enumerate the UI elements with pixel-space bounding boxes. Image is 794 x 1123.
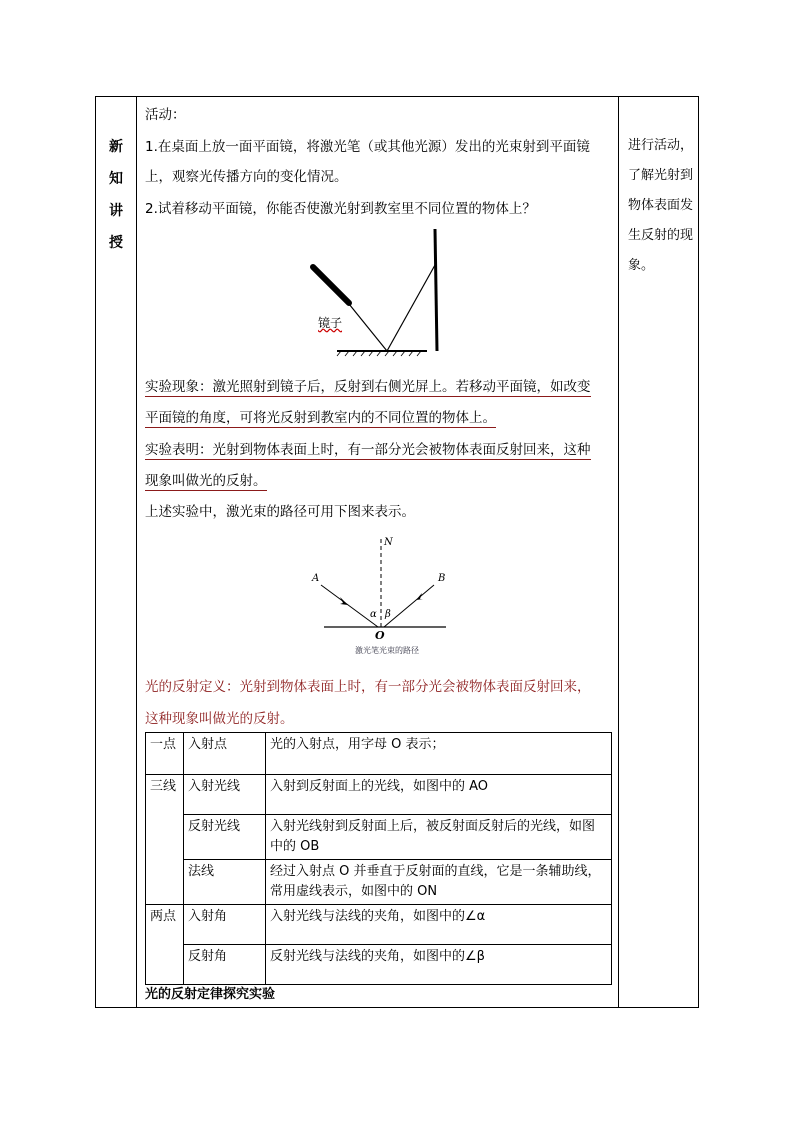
incident-ray-ao [321,585,378,627]
label-beta: β [385,609,391,620]
definition-line2: 这种现象叫做光的反射。 [145,711,294,727]
table-row [146,905,612,945]
incident-arrow [340,597,348,605]
path-intro: 上述实验中，激光束的路径可用下图来表示。 [145,504,415,520]
table-row [146,733,612,775]
section-label-char: 授 [109,235,123,251]
activity-heading: 活动： [145,107,186,123]
activity-step1-line2: 上，观察光传播方向的变化情况。 [145,169,348,185]
phenomenon-line2: 平面镜的角度，可将光反射到教室内的不同位置的物体上。 [145,410,496,426]
label-a: A [312,573,320,584]
activity-step2: 2.试着移动平面镜，你能否使激光射到教室里不同位置的物体上？ [145,201,536,217]
table-row [146,860,612,905]
laser-pen [313,267,349,303]
table-row [146,775,612,815]
desc-cell: 反射光线与法线的夹角，如图中的∠β [266,945,612,985]
section-label-char: 知 [109,171,123,187]
figure-caption: 激光笔光束的路径 [355,646,419,655]
term-cell: 反射角 [184,945,266,985]
teacher-note: 进行活动，了解光射到物体表面发生反射的现象。 [628,138,694,273]
mirror-label: 镜子 [318,316,343,330]
activity-step1-line1: 1.在桌面上放一面平面镜，将激光笔（或其他光源）发出的光束射到平面镜 [145,139,590,155]
laser-mirror-figure [295,227,455,359]
group-three-lines: 三线 [146,775,184,905]
reflected-arrow [416,593,423,600]
section-label [96,131,136,259]
label-o: O [375,629,385,642]
concepts-table [145,732,612,985]
column-divider-left [136,97,137,1007]
term-cell: 入射点 [184,733,266,775]
desc-cell: 光的入射点，用字母 O 表示； [266,733,612,775]
column-divider-right [618,97,619,1007]
desc-cell: 入射光线与法线的夹角，如图中的∠α [266,905,612,945]
term-cell: 入射角 [184,905,266,945]
section-label-char: 讲 [109,203,123,219]
lesson-table [95,96,699,1008]
term-cell: 反射光线 [184,815,266,860]
conclusion-line1: 实验表明：光射到物体表面上时，有一部分光会被物体表面反射回来，这种 [145,442,591,458]
group-two-angles: 两点 [146,905,184,985]
desc-cell: 经过入射点 O 并垂直于反射面的直线，它是一条辅助线，常用虚线表示，如图中的 ON [266,860,612,905]
conclusion-line2: 现象叫做光的反射。 [145,473,267,489]
light-screen [435,229,437,351]
reflection-diagram [310,535,470,660]
table-row [146,945,612,985]
desc-cell: 入射光线射到反射面上后，被反射面反射后的光线，如图中的 OB [266,815,612,860]
definition-line1: 光的反射定义：光射到物体表面上时，有一部分光会被物体表面反射回来， [145,679,591,695]
reflected-ray-ob [384,585,434,627]
label-alpha: α [370,609,377,620]
table-row [146,815,612,860]
desc-cell: 入射到反射面上的光线，如图中的 AO [266,775,612,815]
phenomenon-line1: 实验现象：激光照射到镜子后，反射到右侧光屏上。若移动平面镜，如改变 [145,379,591,395]
label-b: B [438,573,446,584]
section-label-char: 新 [109,139,123,155]
label-n: N [384,537,393,548]
term-cell: 法线 [184,860,266,905]
group-one-point: 一点 [146,733,184,775]
reflected-beam [387,265,435,351]
incident-beam [345,299,387,351]
next-section-heading: 光的反射定律探究实验 [145,987,276,1002]
term-cell: 入射光线 [184,775,266,815]
